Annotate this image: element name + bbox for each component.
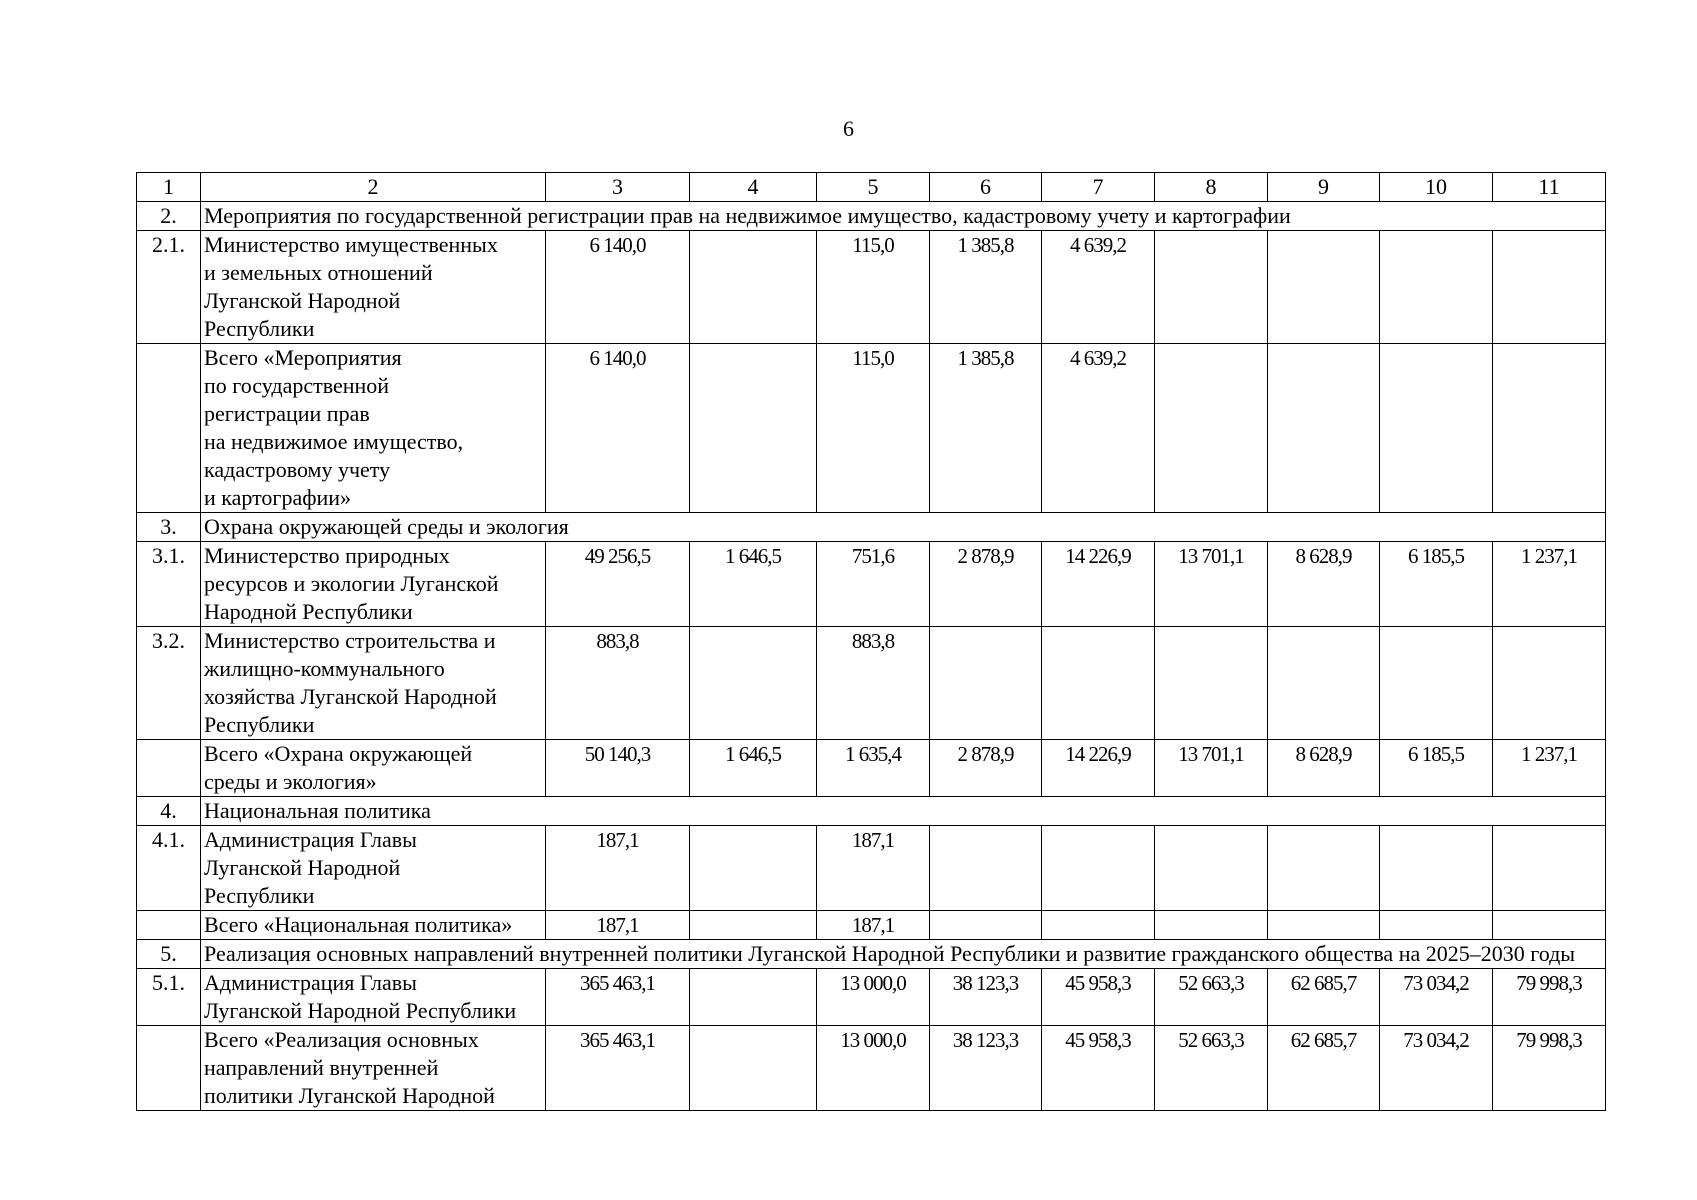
value-col-7 <box>1042 826 1155 911</box>
table-row <box>137 740 1606 797</box>
row-number: 5. <box>137 940 201 969</box>
row-name-line: Министерство имущественных <box>204 232 498 257</box>
row-name-line: кадастровому учету <box>204 457 391 482</box>
value-col-9 <box>1268 911 1380 940</box>
row-name-line: Министерство строительства и <box>204 628 496 653</box>
row-name-line: направлений внутренней <box>204 1055 439 1080</box>
row-name-line: Республики <box>204 316 315 341</box>
value-col-7: 4 639,2 <box>1042 231 1155 344</box>
value-col-9 <box>1268 344 1380 513</box>
table-body <box>137 173 1606 1111</box>
value-col-5: 13 000,0 <box>817 969 930 1026</box>
value-col-6 <box>930 826 1042 911</box>
value-col-10 <box>1380 826 1493 911</box>
value-col-11 <box>1493 826 1606 911</box>
row-name <box>201 740 546 797</box>
value-col-10 <box>1380 344 1493 513</box>
row-name <box>201 826 546 911</box>
row-name <box>201 627 546 740</box>
value-col-7: 4 639,2 <box>1042 344 1155 513</box>
table-row <box>137 344 1606 513</box>
section-row <box>137 797 1606 826</box>
value-col-4 <box>690 231 817 344</box>
row-name-line: и картографии» <box>204 485 352 510</box>
row-name-line: Всего «Мероприятия <box>204 345 402 370</box>
page-number: 6 <box>843 116 854 141</box>
value-col-10 <box>1380 911 1493 940</box>
value-col-3: 883,8 <box>546 627 690 740</box>
row-number <box>137 344 201 513</box>
value-col-10 <box>1380 231 1493 344</box>
row-number: 2. <box>137 202 201 231</box>
row-name <box>201 969 546 1026</box>
row-name-line: Администрация Главы <box>204 827 417 852</box>
value-col-11: 79 998,3 <box>1493 1026 1606 1111</box>
value-col-3: 6 140,0 <box>546 231 690 344</box>
column-header-9: 9 <box>1268 173 1380 202</box>
row-number: 3. <box>137 513 201 542</box>
row-number: 4.1. <box>137 826 201 911</box>
row-name-line: жилищно-коммунального <box>204 656 445 681</box>
value-col-5: 883,8 <box>817 627 930 740</box>
row-number: 3.2. <box>137 627 201 740</box>
row-name-line: ресурсов и экологии Луганской <box>204 571 499 596</box>
row-number <box>137 1026 201 1111</box>
section-title: Мероприятия по государственной регистрации прав на недвижимое имущество, кадастровому учету и картографии <box>201 202 1606 231</box>
value-col-5: 1 635,4 <box>817 740 930 797</box>
section-title: Охрана окружающей среды и экология <box>201 513 1606 542</box>
value-col-6: 38 123,3 <box>930 1026 1042 1111</box>
value-col-9 <box>1268 231 1380 344</box>
table-row <box>137 1026 1606 1111</box>
value-col-5: 187,1 <box>817 911 930 940</box>
table-row <box>137 911 1606 940</box>
value-col-11 <box>1493 627 1606 740</box>
value-col-4 <box>690 969 817 1026</box>
value-col-4 <box>690 627 817 740</box>
table-row <box>137 542 1606 627</box>
row-name-line: и земельных отношений <box>204 260 433 285</box>
value-col-4 <box>690 911 817 940</box>
column-header-10: 10 <box>1380 173 1493 202</box>
value-col-5: 13 000,0 <box>817 1026 930 1111</box>
column-header-1: 1 <box>137 173 201 202</box>
row-name-line: Луганской Народной <box>204 855 401 880</box>
value-col-11: 79 998,3 <box>1493 969 1606 1026</box>
section-row <box>137 513 1606 542</box>
column-header-8: 8 <box>1155 173 1268 202</box>
value-col-10: 6 185,5 <box>1380 542 1493 627</box>
row-number: 3.1. <box>137 542 201 627</box>
value-col-9 <box>1268 627 1380 740</box>
row-name-line: регистрации прав <box>204 401 370 426</box>
table-row <box>137 627 1606 740</box>
row-name-line: Всего «Охрана окружающей <box>204 741 473 766</box>
value-col-3: 6 140,0 <box>546 344 690 513</box>
value-col-6: 38 123,3 <box>930 969 1042 1026</box>
row-name-line: Республики <box>204 883 315 908</box>
row-name-line: Республики <box>204 712 315 737</box>
value-col-9: 62 685,7 <box>1268 969 1380 1026</box>
column-header-4: 4 <box>690 173 817 202</box>
row-name-line: политики Луганской Народной <box>204 1083 495 1108</box>
value-col-3: 187,1 <box>546 911 690 940</box>
value-col-6 <box>930 911 1042 940</box>
column-header-2: 2 <box>201 173 546 202</box>
value-col-5: 115,0 <box>817 231 930 344</box>
value-col-5: 187,1 <box>817 826 930 911</box>
value-col-3: 365 463,1 <box>546 1026 690 1111</box>
value-col-7 <box>1042 627 1155 740</box>
budget-table <box>136 172 1606 1111</box>
value-col-7: 14 226,9 <box>1042 542 1155 627</box>
value-col-7: 45 958,3 <box>1042 1026 1155 1111</box>
row-name <box>201 542 546 627</box>
column-header-row <box>137 173 1606 202</box>
value-col-4 <box>690 344 817 513</box>
value-col-4 <box>690 826 817 911</box>
value-col-9: 8 628,9 <box>1268 542 1380 627</box>
value-col-3: 50 140,3 <box>546 740 690 797</box>
value-col-8 <box>1155 911 1268 940</box>
row-name-line: Всего «Реализация основных <box>204 1027 479 1052</box>
value-col-9: 8 628,9 <box>1268 740 1380 797</box>
value-col-8 <box>1155 627 1268 740</box>
section-row <box>137 940 1606 969</box>
value-col-8 <box>1155 826 1268 911</box>
value-col-5: 115,0 <box>817 344 930 513</box>
value-col-9: 62 685,7 <box>1268 1026 1380 1111</box>
value-col-11: 1 237,1 <box>1493 740 1606 797</box>
column-header-7: 7 <box>1042 173 1155 202</box>
value-col-6: 2 878,9 <box>930 740 1042 797</box>
column-header-5: 5 <box>817 173 930 202</box>
row-name <box>201 344 546 513</box>
value-col-8: 52 663,3 <box>1155 969 1268 1026</box>
row-name <box>201 1026 546 1111</box>
value-col-7: 45 958,3 <box>1042 969 1155 1026</box>
section-title: Национальная политика <box>201 797 1606 826</box>
value-col-5: 751,6 <box>817 542 930 627</box>
row-number <box>137 740 201 797</box>
value-col-11 <box>1493 911 1606 940</box>
value-col-8: 52 663,3 <box>1155 1026 1268 1111</box>
column-header-11: 11 <box>1493 173 1606 202</box>
value-col-6: 1 385,8 <box>930 344 1042 513</box>
row-name <box>201 911 546 940</box>
row-name <box>201 231 546 344</box>
row-number: 4. <box>137 797 201 826</box>
value-col-9 <box>1268 826 1380 911</box>
row-name-line: Народной Республики <box>204 599 413 624</box>
value-col-8 <box>1155 344 1268 513</box>
value-col-8: 13 701,1 <box>1155 740 1268 797</box>
value-col-7: 14 226,9 <box>1042 740 1155 797</box>
row-name-line: Министерство природных <box>204 543 450 568</box>
value-col-3: 49 256,5 <box>546 542 690 627</box>
row-name-line: среды и экология» <box>204 769 377 794</box>
row-name-line: Администрация Главы <box>204 970 417 995</box>
row-number <box>137 911 201 940</box>
value-col-7 <box>1042 911 1155 940</box>
column-header-3: 3 <box>546 173 690 202</box>
value-col-6: 2 878,9 <box>930 542 1042 627</box>
value-col-10 <box>1380 627 1493 740</box>
row-number: 5.1. <box>137 969 201 1026</box>
table-row <box>137 826 1606 911</box>
value-col-4: 1 646,5 <box>690 542 817 627</box>
value-col-6: 1 385,8 <box>930 231 1042 344</box>
table-row <box>137 231 1606 344</box>
value-col-10: 73 034,2 <box>1380 1026 1493 1111</box>
value-col-6 <box>930 627 1042 740</box>
value-col-10: 73 034,2 <box>1380 969 1493 1026</box>
column-header-6: 6 <box>930 173 1042 202</box>
value-col-3: 187,1 <box>546 826 690 911</box>
row-name-line: Луганской Народной <box>204 288 401 313</box>
value-col-3: 365 463,1 <box>546 969 690 1026</box>
value-col-8 <box>1155 231 1268 344</box>
value-col-8: 13 701,1 <box>1155 542 1268 627</box>
row-name-line: Луганской Народной Республики <box>204 998 517 1023</box>
value-col-4: 1 646,5 <box>690 740 817 797</box>
value-col-11 <box>1493 231 1606 344</box>
row-name-line: Всего «Национальная политика» <box>204 912 513 937</box>
row-number: 2.1. <box>137 231 201 344</box>
row-name-line: по государственной <box>204 373 390 398</box>
section-title: Реализация основных направлений внутренней политики Луганской Народной Республики и развитие гражданского общества на 2025–2030 годы <box>201 940 1606 969</box>
value-col-11 <box>1493 344 1606 513</box>
row-name-line: на недвижимое имущество, <box>204 429 464 454</box>
row-name-line: хозяйства Луганской Народной <box>204 684 497 709</box>
value-col-10: 6 185,5 <box>1380 740 1493 797</box>
value-col-11: 1 237,1 <box>1493 542 1606 627</box>
value-col-4 <box>690 1026 817 1111</box>
table-row <box>137 969 1606 1026</box>
section-row <box>137 202 1606 231</box>
